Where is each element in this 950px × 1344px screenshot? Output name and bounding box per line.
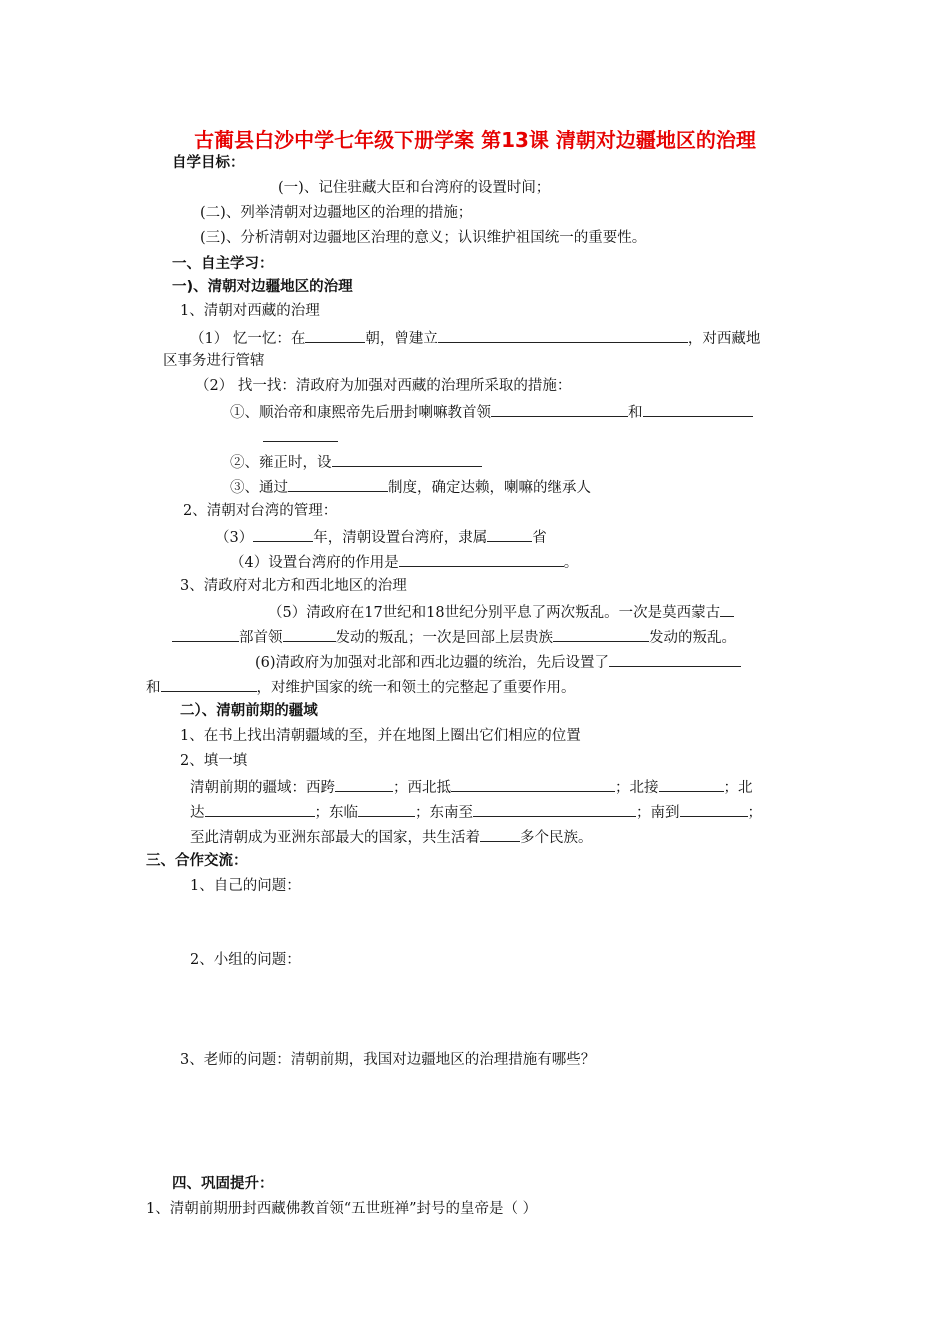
q3-text-b: 年，清朝设置台湾府，隶属 [313, 530, 488, 546]
goal-1: (一)、记住驻藏大臣和台湾府的设置时间； [278, 180, 551, 196]
goals-heading: 自学目标： [172, 155, 245, 171]
blank-role[interactable] [399, 551, 564, 567]
q3-text-c: 省 [532, 530, 547, 546]
q1-text-c: ，对西藏地 [687, 331, 761, 347]
blank-office-1[interactable] [609, 651, 741, 667]
q5-text-b: 部首领 [239, 630, 283, 646]
q1-text-a: （1） 忆一忆：在 [190, 331, 306, 347]
question-4 [230, 551, 578, 573]
blank-province[interactable] [487, 526, 532, 542]
blank-lama-2-cont[interactable] [263, 426, 338, 442]
section-1-heading: 一、自主学习： [172, 256, 274, 272]
q2-item-c [230, 476, 591, 498]
section-3-heading: 三、合作交流： [146, 853, 248, 869]
q2c-text-b: 制度，确定达赖，喇嘛的继承人 [388, 480, 591, 496]
q5-text-d: 发动的叛乱。 [649, 630, 736, 646]
q4-text-b: 。 [563, 555, 579, 571]
q2a-continuation [263, 426, 338, 448]
blank-tribe-start[interactable] [720, 601, 734, 617]
page-title: 古蔺县白沙中学七年级下册学案 第13课 清朝对边疆地区的治理 [194, 128, 756, 152]
blank-leader[interactable] [283, 626, 336, 642]
blank-lama-2[interactable] [643, 401, 753, 417]
f2-text-a: 达 [190, 805, 205, 821]
taiwan-heading: 2、清朝对台湾的管理： [183, 503, 338, 519]
f1-text-b: ；西北抵 [393, 780, 451, 796]
q6-text-b: 和 [146, 680, 161, 696]
q6-text-a: (6)清政府为加强对北部和西北边疆的统治，先后设置了 [255, 655, 610, 671]
group-question: 2、小组的问题： [190, 952, 301, 968]
goal-3: (三)、分析清朝对边疆地区治理的意义；认识维护祖国统一的重要性。 [200, 230, 647, 246]
question-5-line-1 [268, 601, 734, 623]
q2b-text: ②、雍正时，设 [230, 455, 332, 471]
q5-text-c: 发动的叛乱；一次是回部上层贵族 [335, 630, 553, 646]
blank-system[interactable] [288, 476, 388, 492]
q2-item-a [230, 401, 753, 423]
tibet-heading: 1、清朝对西藏的治理 [180, 303, 320, 319]
blank-year[interactable] [253, 526, 313, 542]
q1-text-b: 朝，曾建立 [365, 331, 438, 347]
subsection-1-heading: 一)、清朝对边疆地区的治理 [172, 279, 353, 295]
question-3 [215, 526, 547, 548]
territory-task-2: 2、填一填 [180, 753, 248, 769]
blank-tribe[interactable] [172, 626, 239, 642]
q2a-text: ①、顺治帝和康熙帝先后册封喇嘛教首领 [230, 405, 491, 421]
f2-text-e: ； [747, 805, 762, 821]
north-heading: 3、清政府对北方和西北地区的治理 [180, 578, 407, 594]
f2-text-d: ；南到 [636, 805, 680, 821]
territory-task-1: 1、在书上找出清朝疆域的至，并在地图上圈出它们相应的位置 [180, 728, 581, 744]
own-question: 1、自己的问题： [190, 878, 301, 894]
question-2: （2） 找一找：清政府为加强对西藏的治理所采取的措施： [195, 378, 572, 394]
f1-text-d: ；北 [723, 780, 753, 796]
q2c-text-a: ③、通过 [230, 480, 288, 496]
fill-line-3 [190, 826, 593, 848]
f2-text-c: ；东南至 [415, 805, 473, 821]
subsection-2-heading: 二）、清朝前期的疆域 [180, 703, 318, 719]
blank-east[interactable] [358, 801, 415, 817]
q3-text-a: （3） [215, 530, 254, 546]
blank-lama-1[interactable] [491, 401, 628, 417]
q1-continuation: 区事务进行管辖 [163, 353, 265, 369]
q5-text-a: （5）清政府在17世纪和18世纪分别平息了两次叛乱。一次是莫西蒙古 [268, 605, 721, 621]
fill-line-2 [190, 801, 762, 823]
teacher-question: 3、老师的问题：清朝前期，我国对边疆地区的治理措施有哪些？ [180, 1052, 596, 1068]
blank-west[interactable] [335, 776, 393, 792]
blank-ethnic-count[interactable] [480, 826, 520, 842]
q6-text-c: ，对维护国家的统一和领土的完整起了重要作用。 [256, 680, 576, 696]
blank-nobles[interactable] [553, 626, 649, 642]
q2a-and: 和 [628, 405, 643, 421]
q4-text-a: （4）设置台湾府的作用是 [230, 555, 399, 571]
blank-southeast[interactable] [473, 801, 636, 817]
question-1-line [190, 327, 760, 349]
exercise-1: 1、清朝前期册封西藏佛教首领“五世班禅”封号的皇帝是（ ） [146, 1201, 538, 1217]
f3-text-b: 多个民族。 [520, 830, 593, 846]
f1-text-a: 清朝前期的疆域：西跨 [190, 780, 335, 796]
blank-official[interactable] [332, 451, 482, 467]
f2-text-b: ；东临 [314, 805, 358, 821]
blank-institution[interactable] [438, 327, 688, 343]
question-5-line-2 [172, 626, 736, 648]
blank-north-reach[interactable] [205, 801, 315, 817]
blank-dynasty[interactable] [305, 327, 365, 343]
question-6-line-2 [146, 676, 576, 698]
blank-office-2[interactable] [161, 676, 257, 692]
f1-text-c: ；北接 [615, 780, 659, 796]
question-6-line-1 [255, 651, 741, 673]
goal-2: (二)、列举清朝对边疆地区的治理的措施； [200, 205, 473, 221]
f3-text-a: 至此清朝成为亚洲东部最大的国家，共生活着 [190, 830, 480, 846]
q2-item-b [230, 451, 482, 473]
blank-northwest[interactable] [451, 776, 615, 792]
section-4-heading: 四、巩固提升： [172, 1176, 274, 1192]
blank-south[interactable] [680, 801, 748, 817]
blank-north-border[interactable] [659, 776, 724, 792]
fill-line-1 [190, 776, 753, 798]
